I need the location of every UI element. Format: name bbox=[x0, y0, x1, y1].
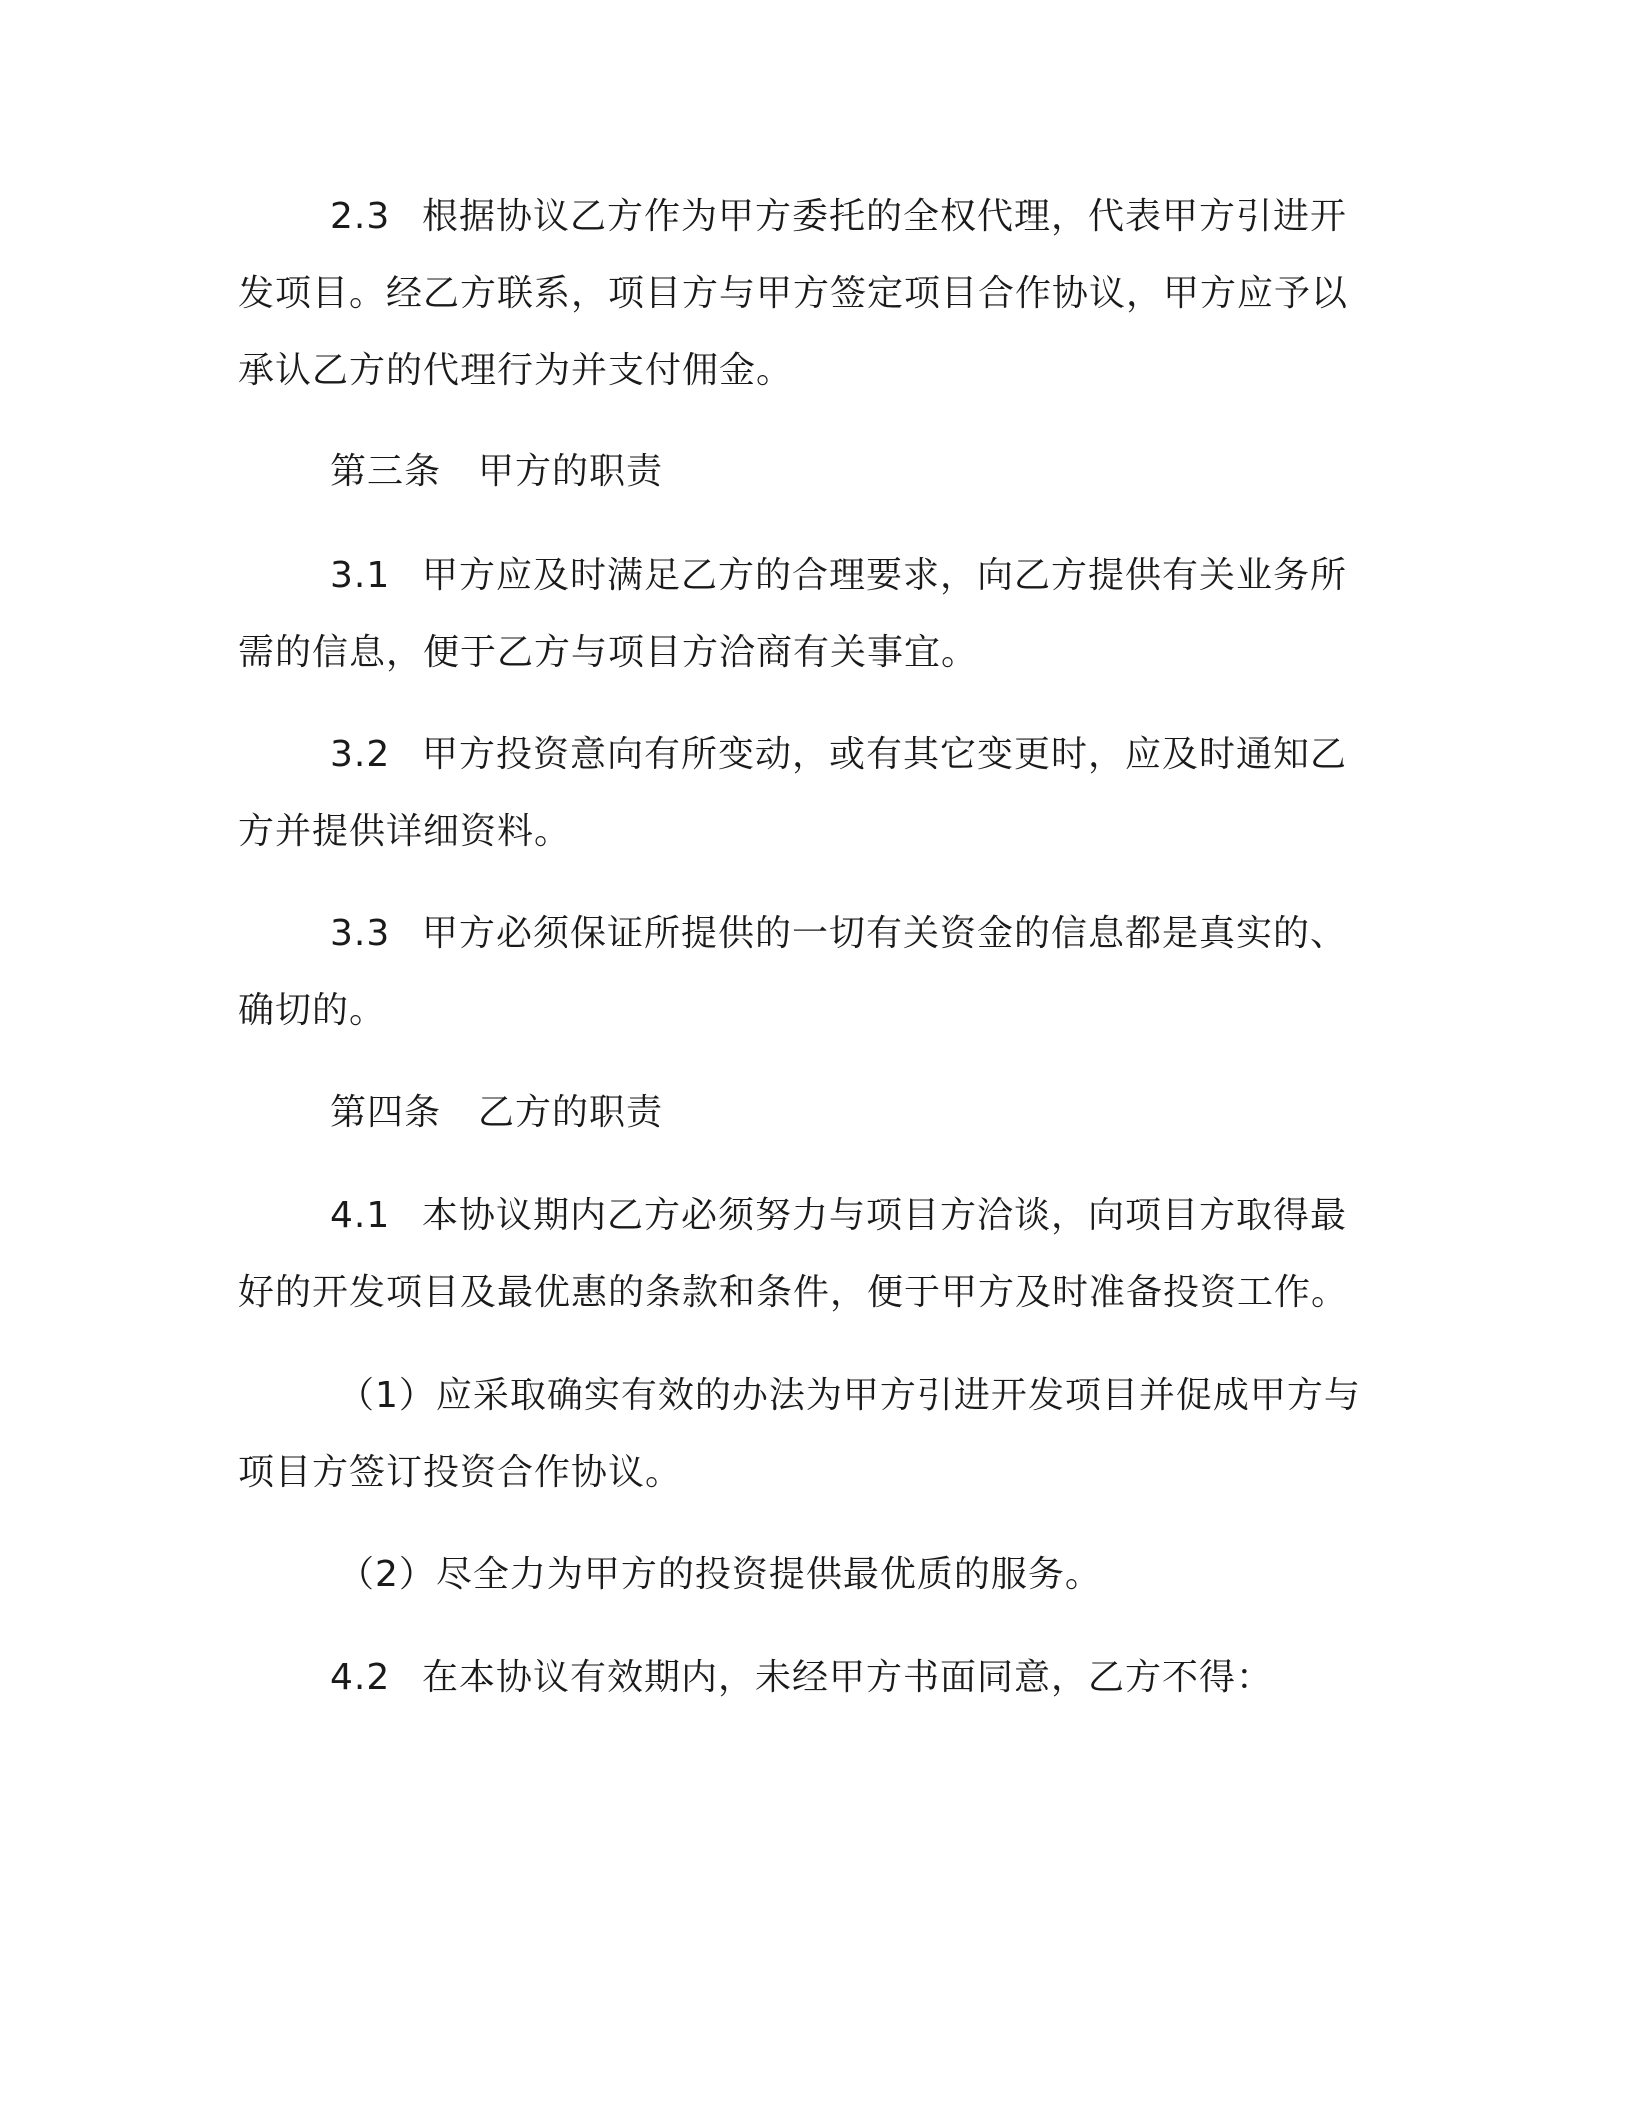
clause-4-2-line-1 bbox=[330, 1656, 1273, 1700]
clause-text: 甲方必须保证所提供的一切有关资金的信息都是真实的、 bbox=[422, 913, 1348, 954]
clause-2-3-line-3: 承认乙方的代理行为并支付佣金。 bbox=[238, 350, 794, 391]
article-3-heading: 第三条 甲方的职责 bbox=[330, 451, 664, 492]
clause-3-2-line-1 bbox=[330, 733, 1347, 777]
item-1-line-2: 项目方签订投资合作协议。 bbox=[238, 1452, 683, 1493]
item-1-line-1: （1）应采取确实有效的办法为甲方引进开发项目并促成甲方与 bbox=[338, 1375, 1361, 1416]
clause-number: 4.2 bbox=[330, 1657, 391, 1698]
clause-number: 3.3 bbox=[330, 913, 391, 954]
article-4-heading: 第四条 乙方的职责 bbox=[330, 1092, 664, 1133]
clause-4-1-line-1 bbox=[330, 1194, 1347, 1238]
clause-number: 4.1 bbox=[330, 1195, 391, 1236]
clause-text: 根据协议乙方作为甲方委托的全权代理，代表甲方引进开 bbox=[422, 196, 1348, 237]
clause-3-2-line-2: 方并提供详细资料。 bbox=[238, 811, 572, 852]
clause-3-3-line-2: 确切的。 bbox=[238, 990, 387, 1031]
clause-2-3-line-1 bbox=[330, 195, 1347, 239]
clause-text: 在本协议有效期内，未经甲方书面同意，乙方不得： bbox=[422, 1657, 1274, 1698]
clause-2-3-line-2: 发项目。经乙方联系，项目方与甲方签定项目合作协议，甲方应予以 bbox=[238, 273, 1349, 314]
clause-3-1-line-1 bbox=[330, 554, 1347, 598]
clause-3-3-line-1 bbox=[330, 912, 1347, 956]
clause-number: 3.2 bbox=[330, 734, 391, 775]
clause-number: 3.1 bbox=[330, 555, 391, 596]
clause-text: 本协议期内乙方必须努力与项目方洽谈，向项目方取得最 bbox=[422, 1195, 1348, 1236]
item-2-line-1: （2）尽全力为甲方的投资提供最优质的服务。 bbox=[338, 1554, 1102, 1595]
clause-4-1-line-2: 好的开发项目及最优惠的条款和条件，便于甲方及时准备投资工作。 bbox=[238, 1272, 1349, 1313]
clause-text: 甲方应及时满足乙方的合理要求，向乙方提供有关业务所 bbox=[422, 555, 1348, 596]
clause-number: 2.3 bbox=[330, 196, 391, 237]
clause-text: 甲方投资意向有所变动，或有其它变更时，应及时通知乙 bbox=[422, 734, 1348, 775]
clause-3-1-line-2: 需的信息，便于乙方与项目方洽商有关事宜。 bbox=[238, 632, 979, 673]
